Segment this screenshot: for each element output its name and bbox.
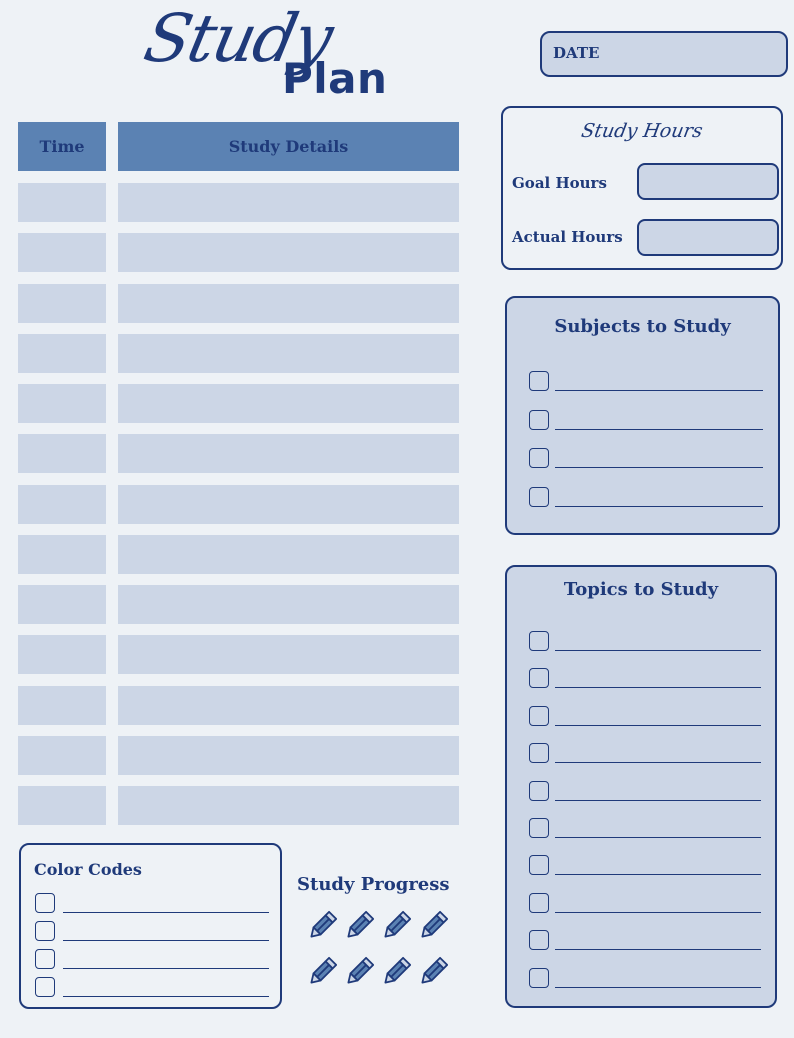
topic-checkbox[interactable]	[529, 781, 549, 801]
title-script: Study	[137, 0, 338, 77]
study-details-cell[interactable]	[118, 686, 459, 725]
pencil-icon[interactable]	[344, 956, 374, 988]
study-details-cell[interactable]	[118, 183, 459, 222]
study-details-cell[interactable]	[118, 535, 459, 574]
study-details-cell[interactable]	[118, 736, 459, 775]
topic-checkbox[interactable]	[529, 743, 549, 763]
subject-checkbox[interactable]	[529, 487, 549, 507]
topic-line[interactable]	[555, 725, 761, 726]
time-cell[interactable]	[18, 233, 106, 272]
pencil-icon[interactable]	[381, 910, 411, 942]
time-cell[interactable]	[18, 183, 106, 222]
date-label: DATE	[553, 44, 600, 62]
study-details-cell[interactable]	[118, 434, 459, 473]
time-cell[interactable]	[18, 384, 106, 423]
study-details-cell[interactable]	[118, 384, 459, 423]
topics-title: Topics to Study	[563, 579, 719, 600]
subject-line[interactable]	[555, 429, 763, 430]
topic-checkbox[interactable]	[529, 631, 549, 651]
subject-checkbox[interactable]	[529, 448, 549, 468]
study-hours-title: Study Hours	[579, 120, 705, 142]
time-cell[interactable]	[18, 585, 106, 624]
goal-hours-label: Goal Hours	[512, 174, 607, 192]
study-details-cell[interactable]	[118, 635, 459, 674]
topic-checkbox[interactable]	[529, 930, 549, 950]
time-cell[interactable]	[18, 635, 106, 674]
color-code-checkbox[interactable]	[35, 977, 55, 997]
topic-line[interactable]	[555, 949, 761, 950]
topic-line[interactable]	[555, 687, 761, 688]
subject-checkbox[interactable]	[529, 371, 549, 391]
topic-checkbox[interactable]	[529, 968, 549, 988]
pencil-icon[interactable]	[418, 910, 448, 942]
subject-checkbox[interactable]	[529, 410, 549, 430]
time-cell[interactable]	[18, 284, 106, 323]
study-details-header: Study Details	[118, 122, 459, 171]
topic-line[interactable]	[555, 800, 761, 801]
time-cell[interactable]	[18, 434, 106, 473]
color-code-checkbox[interactable]	[35, 921, 55, 941]
color-code-line[interactable]	[63, 968, 269, 969]
time-cell[interactable]	[18, 736, 106, 775]
pencil-icon[interactable]	[344, 910, 374, 942]
study-details-cell[interactable]	[118, 284, 459, 323]
topic-line[interactable]	[555, 650, 761, 651]
subject-line[interactable]	[555, 390, 763, 391]
pencil-icon[interactable]	[418, 956, 448, 988]
color-codes-title: Color Codes	[34, 860, 142, 879]
topic-checkbox[interactable]	[529, 818, 549, 838]
subject-line[interactable]	[555, 467, 763, 468]
time-cell[interactable]	[18, 535, 106, 574]
color-code-checkbox[interactable]	[35, 949, 55, 969]
topics-box	[505, 565, 777, 1008]
color-codes-box	[19, 843, 282, 1009]
actual-hours-label: Actual Hours	[512, 228, 623, 246]
time-cell[interactable]	[18, 334, 106, 373]
topic-line[interactable]	[555, 874, 761, 875]
pencil-icon[interactable]	[381, 956, 411, 988]
color-code-line[interactable]	[63, 940, 269, 941]
pencil-icon[interactable]	[307, 910, 337, 942]
topic-checkbox[interactable]	[529, 668, 549, 688]
topic-checkbox[interactable]	[529, 893, 549, 913]
title-plan: Plan	[282, 54, 388, 103]
subject-line[interactable]	[555, 506, 763, 507]
subjects-box	[505, 296, 780, 535]
color-code-line[interactable]	[63, 912, 269, 913]
study-progress-title: Study Progress	[297, 874, 450, 895]
topic-line[interactable]	[555, 762, 761, 763]
goal-hours-input[interactable]	[637, 163, 779, 200]
date-field[interactable]	[540, 31, 788, 77]
time-cell[interactable]	[18, 686, 106, 725]
pencil-icon[interactable]	[307, 956, 337, 988]
topic-line[interactable]	[555, 987, 761, 988]
study-details-cell[interactable]	[118, 334, 459, 373]
study-hours-box	[501, 106, 783, 270]
time-cell[interactable]	[18, 485, 106, 524]
study-details-cell[interactable]	[118, 485, 459, 524]
study-details-cell[interactable]	[118, 233, 459, 272]
topic-line[interactable]	[555, 837, 761, 838]
color-code-checkbox[interactable]	[35, 893, 55, 913]
study-details-cell[interactable]	[118, 585, 459, 624]
topic-checkbox[interactable]	[529, 855, 549, 875]
time-header: Time	[18, 122, 106, 171]
topic-checkbox[interactable]	[529, 706, 549, 726]
topic-line[interactable]	[555, 912, 761, 913]
subjects-title: Subjects to Study	[554, 316, 731, 337]
study-details-cell[interactable]	[118, 786, 459, 825]
color-code-line[interactable]	[63, 996, 269, 997]
time-cell[interactable]	[18, 786, 106, 825]
actual-hours-input[interactable]	[637, 219, 779, 256]
